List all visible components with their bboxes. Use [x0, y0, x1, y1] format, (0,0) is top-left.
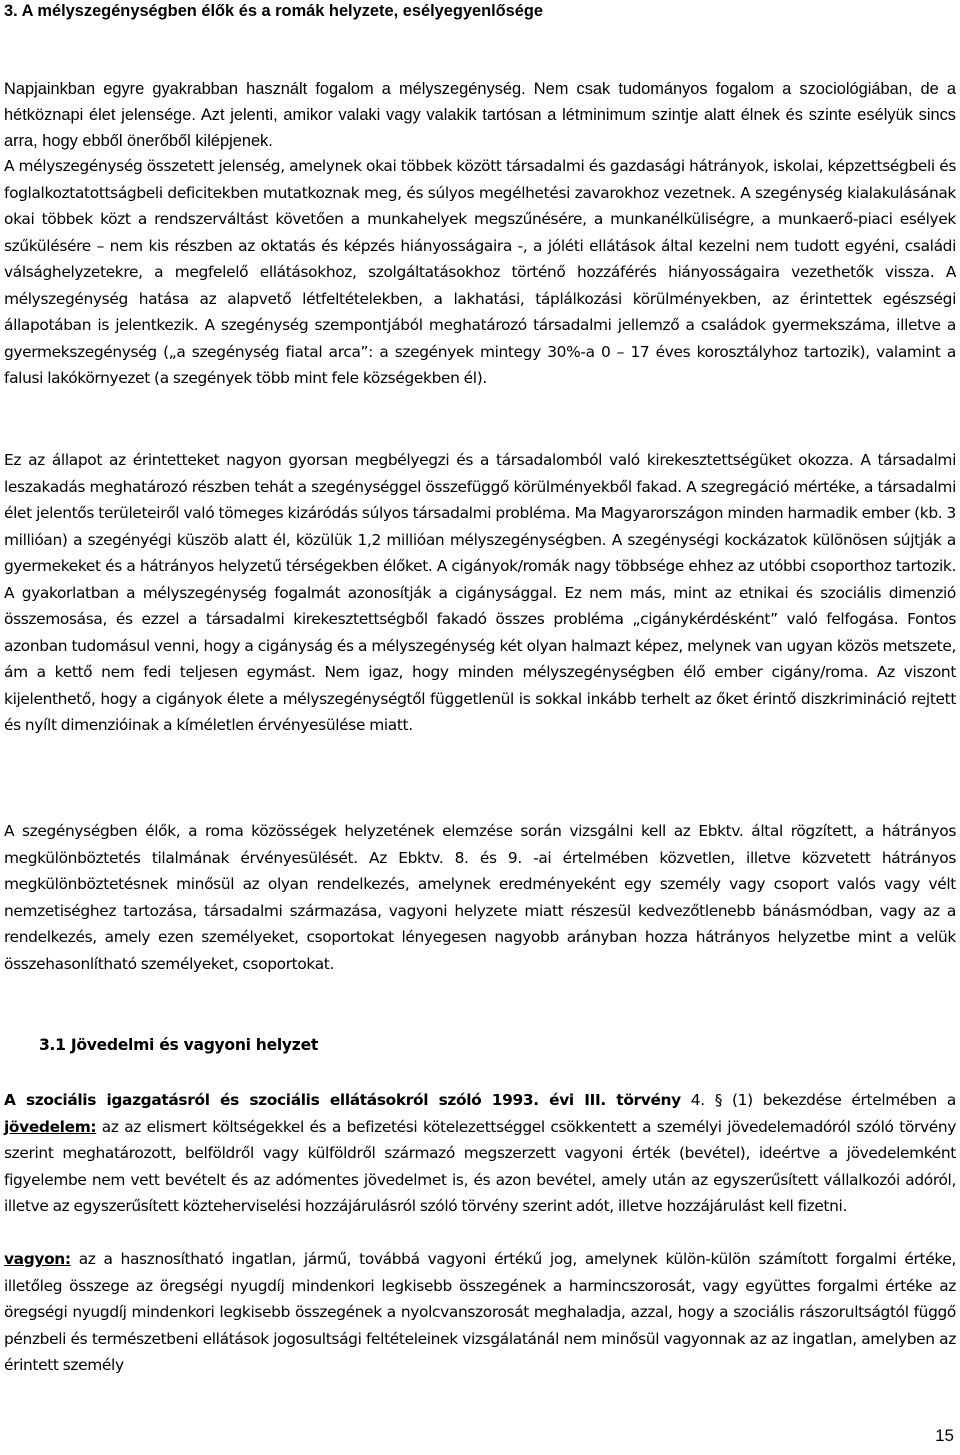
paragraph-ebktv: A szegénységben élők, a roma közösségek helyzetének elemzése során vizsgálni kell az Ebktv. által rögzített, a hátrányos megkülönböztetés tilalmának érvényesülését. Az Ebktv. 8. és 9. -ai értelmében közvetlen, illetve közvetett hátrányos megkülönböztetésnek minősül az olyan rendelkezés, amelynek eredményeként egy személy vagy csoport valós vagy vélt nemzetiséghez tartozása, társadalmi származása, vagyoni helyzete miatt részesül kedvezőtlenebb bánásmódban, vagy az a rendelkezés, amely ezen személyeket, csoportokat lényegesen nagyobb arányban hozza hátrányos helyzetbe mint a velük összehasonlítható személyeket, csoportokat. — [4, 822, 956, 973]
property-paragraph — [4, 1246, 956, 1379]
term-income: jövedelem: — [4, 1117, 97, 1136]
property-definition: az a hasznosítható ingatlan, jármű, továbbá vagyoni értékű jog, amelynek külön-külön számított forgalmi értéke, illetőleg összege az öregségi nyugdíj mindenkori legkisebb összegének a harmincszorosát, vagy együttes forgalmi értéke az öregségi nyugdíj mindenkori legkisebb összegének a nyolcvanszorosát meghaladja, azzal, hogy a szociális rászorultságtól függő pénzbeli és természetbeni ellátások jogosultsági feltételeinek vizsgálatánál nem minősül vagyonnak az az ingatlan, amelyben az érintett személy — [4, 1250, 956, 1375]
paragraph-complex-phenomenon: A mélyszegénység összetett jelenség, amelynek okai többek között társadalmi és gazdasági hátrányok, iskolai, képzettségbeli és foglalkoztatottságbeli deficitekben mutatkoznak meg, és súlyos megélhetési zavarokhoz vezetnek. A szegénység kialakulásának okai többek közt a rendszerváltást követően a munkahelyek megszűnésére, a munkanélküliségre, a munkaerő-piaci esélyek szűkülésére – nem kis részben az oktatás és képzés hiányosságaira -, a jóléti ellátások által kezelni nem tudott egyéni, családi válsághelyzetekre, a megfelelő ellátásokhoz, szolgáltatásokhoz történő hozzáférés hiányosságaira vezethetők vissza. A mélyszegénység hatása az alapvető létfeltételekben, a lakhatási, táplálkozási körülményekben, az érintettek egészségi állapotában is jelentkezik. A szegénység szempontjából meghatározó társadalmi jellemző a családok gyermekszáma, illetve a gyermekszegénység („a szegénység fiatal arca”: a szegények mintegy 30%-a 0 – 17 éves korosztályhoz tartozik), valamint a falusi lakókörnyezet (a szegények több mint fele községekben él). — [4, 157, 956, 388]
law-reference: 4. § (1) bekezdése értelmében a — [680, 1091, 956, 1109]
term-property: vagyon: — [4, 1250, 71, 1268]
intro-paragraph: Napjainkban egyre gyakrabban használt fogalom a mélyszegénység. Nem csak tudományos fogalom a szociológiában, de a hétköznapi élet jelensége. Azt jelenti, amikor valaki vagy valakik tartósan a létminimum szintje alatt élnek és szinte esélyük sincs arra, hogy ebből önerőből kilépjenek. — [4, 80, 956, 150]
page-title: 3. A mélyszegénységben élők és a romák helyzete, esélyegyenlősége — [4, 2, 544, 20]
income-definition: az az elismert költségekkel és a befizetési kötelezettséggel csökkentett a személyi jövedelemadóról szóló törvény szerint meghatározott, belföldről vagy külföldről származó megszerzett vagyoni érték (bevétel), ideértve a jövedelemként figyelembe nem vett bevételt és az adómentes jövedelmet is, és azon bevétel, amely után az egyszerűsített vállalkozói adóról, illetve az egyszerűsített közteherviselési hozzájárulásról szóló törvény szerint adót, illetve hozzájárulást kell fizetni. — [4, 1117, 956, 1216]
section-heading: 3.1 Jövedelmi és vagyoni helyzet — [39, 1036, 318, 1054]
paragraph-stigmatization: Ez az állapot az érintetteket nagyon gyorsan megbélyegzi és a társadalomból való kirekesztettségüket okozza. A társadalmi leszakadás meghatározó részben tehát a szegénységgel összefüggő körülményekből fakad. A szegregáció mértéke, a társadalmi élet jelentős területeiről való tömeges kizáródás súlyos társadalmi probléma. Ma Magyarországon minden harmadik ember (kb. 3 millióan) a szegényégi küszöb alatt él, közülük 1,2 millióan mélyszegénységben. A szegénységi kockázatok különösen sújtják a gyermekeket és a hátrányos helyzetű térségekben élőket. A cigányok/romák nagy többsége ehhez az utóbbi csoporthoz tartozik. A gyakorlatban a mélyszegénység fogalmát azonosítják a cigánysággal. Ez nem más, mint az etnikai és szociális dimenzió összemosása, és ezzel a társadalmi kirekesztettségből fakadó összes probléma „cigánykérdésként” való felfogása. Fontos azonban tudomásul venni, hogy a cigányság és a mélyszegénység két olyan halmazt képez, melynek van ugyan közös metszete, ám a kettő nem fedi teljesen egymást. Nem igaz, hogy minden mélyszegénységben élő ember cigány/roma. Az viszont kijelenthető, hogy a cigányok élete a mélyszegénységtől függetlenül is sokkal inkább terhelt az őket érintő diszkrimináció rejtett és nyílt dimenzióinak a kíméletlen érvényesülése miatt. — [4, 451, 956, 735]
law-title: A szociális igazgatásról és szociális ellátásokról szóló 1993. évi III. törvény — [4, 1091, 681, 1109]
page-number: 15 — [935, 1426, 954, 1445]
law-paragraph — [4, 1087, 956, 1220]
